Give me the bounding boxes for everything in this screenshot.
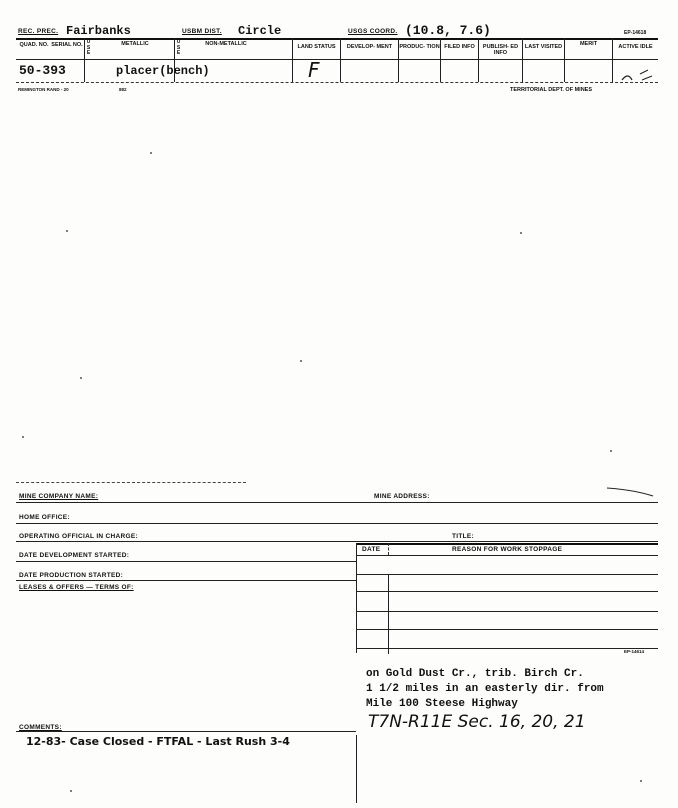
location-line-1: on Gold Dust Cr., trib. Birch Cr.: [366, 668, 584, 680]
home-office-label: HOME OFFICE:: [19, 514, 70, 521]
usbm-dist-value: Circle: [238, 24, 282, 38]
location-handwritten: T7N-R11E Sec. 16, 20, 21: [368, 712, 586, 732]
col-non-metallic: NON-METALLIC: [205, 41, 247, 47]
record-land-status: F: [308, 58, 320, 82]
col-published-info: PUBLISH- ED INFO: [482, 44, 519, 56]
record-quad-serial: 50-393: [19, 63, 66, 78]
usgs-coord-label: USGS COORD.: [348, 28, 398, 35]
header-rule: [16, 38, 658, 40]
usgs-coord-value: (10.8, 7.6): [405, 23, 491, 38]
col-merit: MERIT: [579, 41, 598, 47]
location-line-2: 1 1/2 miles in an easterly dir. from: [366, 683, 604, 695]
col-active-idle: ACTIVE IDLE: [618, 44, 653, 50]
footer-left: REMINGTON RAND - 20: [18, 87, 69, 92]
pencil-stroke-icon: [605, 482, 655, 498]
date-development-started-label: DATE DEVELOPMENT STARTED:: [19, 552, 130, 559]
col-use-2: U S E: [176, 39, 181, 56]
rec-prec-value: Fairbanks: [66, 24, 131, 38]
location-line-3: Mile 100 Steese Highway: [366, 698, 518, 710]
record-metallic: placer(bench): [116, 64, 210, 78]
date-production-started-label: DATE PRODUCTION STARTED:: [19, 572, 124, 579]
comments-text: 12-83- Case Closed - FTFAL - Last Rush 3-4: [26, 735, 290, 748]
stoppage-date-header: DATE: [362, 546, 381, 553]
operating-official-label: OPERATING OFFICIAL IN CHARGE:: [19, 533, 138, 540]
record-row-rule: [16, 82, 658, 83]
mine-company-name-label: MINE COMPANY NAME:: [19, 493, 99, 500]
mine-address-label: MINE ADDRESS:: [374, 493, 430, 500]
col-filed-info: FILED INFO: [444, 44, 475, 50]
title-label: TITLE:: [452, 533, 475, 540]
form-number-top: EP-14618: [624, 30, 647, 36]
col-serial: SERIAL NO.: [51, 42, 83, 48]
col-quad: QUAD. NO.: [19, 42, 49, 48]
col-use-1: U S E: [86, 39, 91, 56]
col-production: PRODUC- TION: [399, 44, 440, 50]
stoppage-reason-header: REASON FOR WORK STOPPAGE: [452, 546, 563, 553]
rec-prec-label: REC. PREC.: [18, 28, 59, 35]
footer-left-code: 882: [119, 87, 127, 92]
col-metallic: METALLIC: [121, 41, 149, 47]
usbm-dist-label: USBM DIST.: [182, 28, 222, 35]
col-last-visited: LAST VISITED: [524, 44, 563, 50]
col-land-status: LAND STATUS: [297, 44, 336, 50]
form-number-bottom: EP-14614: [624, 649, 645, 654]
comments-label: COMMENTS:: [19, 724, 62, 731]
leases-offers-label: LEASES & OFFERS — TERMS OF:: [19, 584, 134, 591]
header-row-rule: [16, 59, 658, 60]
footer-right: TERRITORIAL DEPT. OF MINES: [510, 87, 592, 93]
col-development: DEVELOP- MENT: [346, 44, 393, 50]
